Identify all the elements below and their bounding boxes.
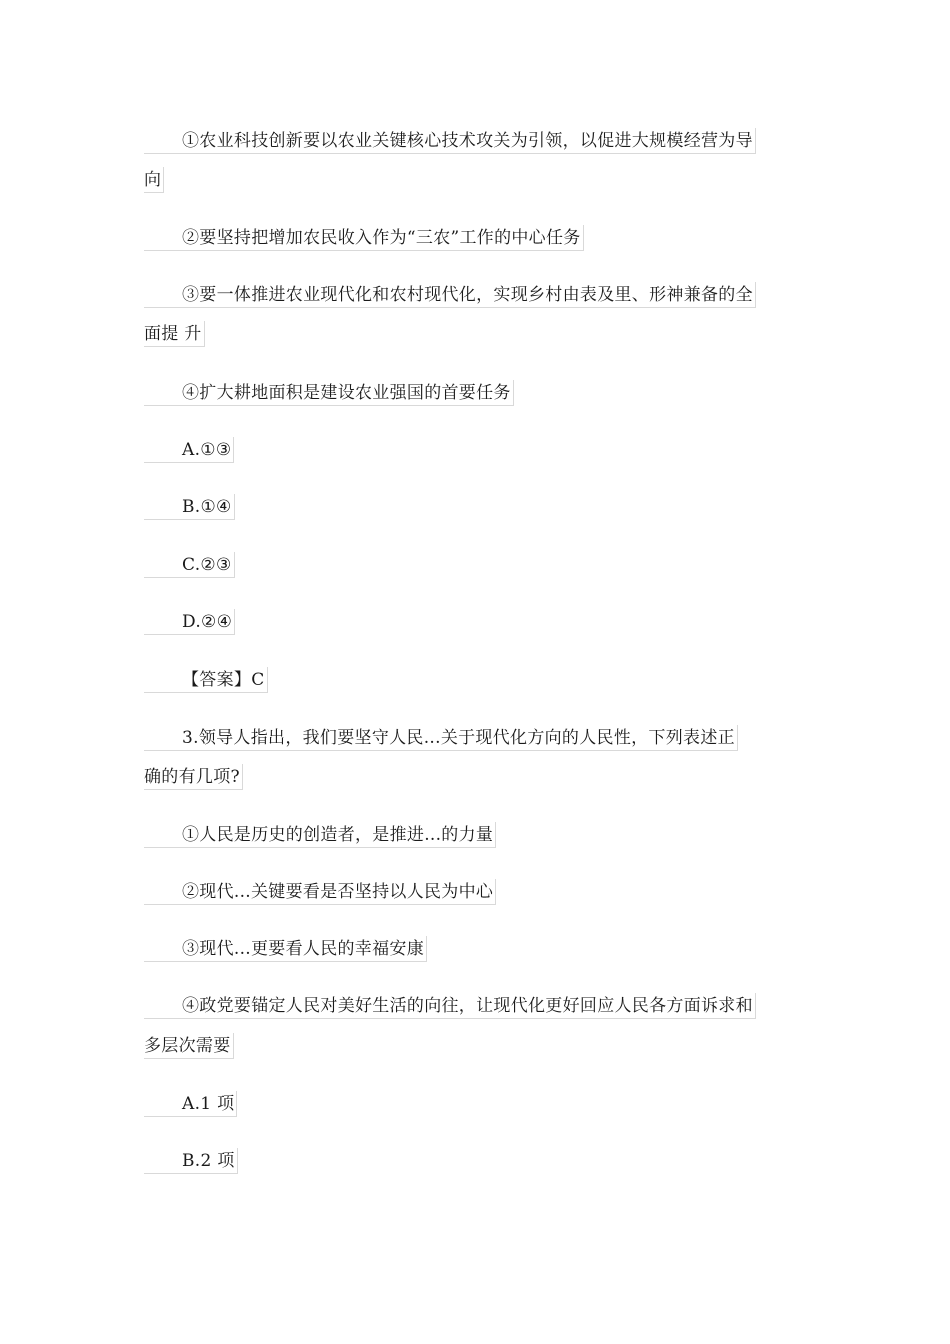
q2-statement-1-line-2: 向: [144, 167, 164, 193]
q2-statement-2: ②要坚持把增加农民收入作为“三农”工作的中心任务: [144, 225, 584, 251]
q3-stem-line-1: 3.领导人指出，我们要坚守人民...关于现代化方向的人民性，下列表述正: [144, 725, 738, 751]
q2-statement-3-line-2: 面提 升: [144, 321, 205, 347]
q2-option-b: B.①④: [144, 494, 235, 520]
q2-option-c: C.②③: [144, 552, 235, 578]
q3-statement-3: ③现代...更要看人民的幸福安康: [144, 936, 427, 962]
q3-statement-4-line-2: 多层次需要: [144, 1033, 234, 1059]
q2-statement-4: ④扩大耕地面积是建设农业强国的首要任务: [144, 380, 514, 406]
q2-statement-1-line-1: ①农业科技创新要以农业关键核心技术攻关为引领，以促进大规模经营为导: [144, 128, 756, 154]
q3-stem-line-2: 确的有几项?: [144, 764, 243, 790]
q3-option-b: B.2 项: [144, 1148, 238, 1174]
q3-statement-2: ②现代...关键要看是否坚持以人民为中心: [144, 879, 496, 905]
q3-statement-4-line-1: ④政党要锚定人民对美好生活的向往，让现代化更好回应人民各方面诉求和: [144, 993, 756, 1019]
q3-statement-1: ①人民是历史的创造者，是推进...的力量: [144, 822, 496, 848]
q2-answer: 【答案】C: [144, 667, 268, 693]
q2-option-d: D.②④: [144, 609, 235, 635]
q2-statement-3-line-1: ③要一体推进农业现代化和农村现代化，实现乡村由表及里、形神兼备的全: [144, 282, 756, 308]
q2-option-a: A.①③: [144, 437, 234, 463]
q3-option-a: A.1 项: [144, 1091, 237, 1117]
